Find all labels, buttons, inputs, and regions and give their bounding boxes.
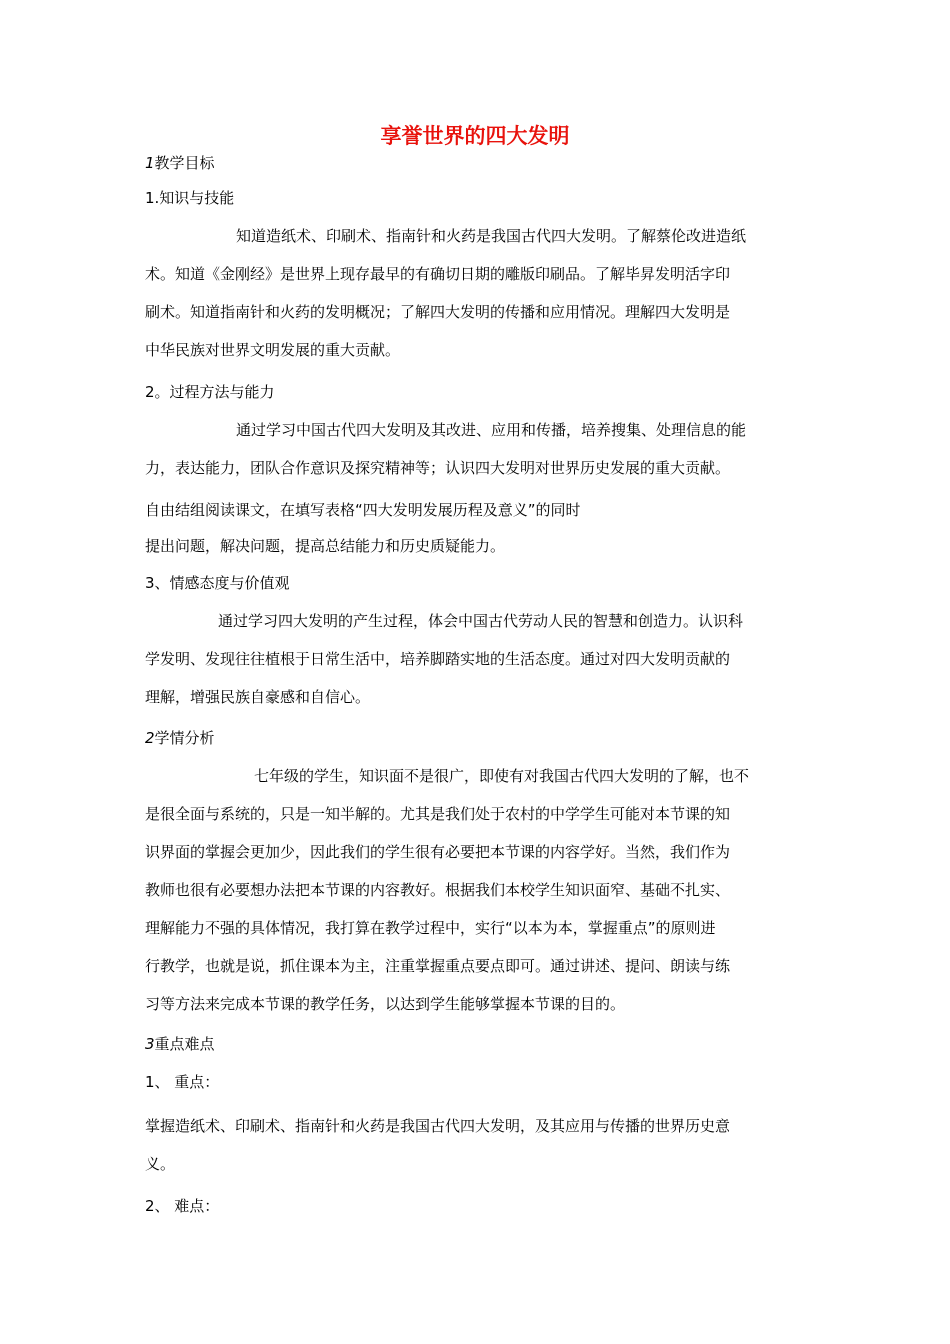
paragraph-line: 义。 [145,1155,176,1173]
subheading-knowledge-skills: 1.知识与技能 [145,189,235,207]
section-number: 1 [145,154,155,172]
section-heading-key-points [145,1032,215,1056]
paragraph-line: 知道造纸术、印刷术、指南针和火药是我国古代四大发明。了解蔡伦改进造纸 [236,227,747,245]
subheading-difficulty: 2、 难点： [145,1197,220,1215]
subheading-process-method: 2。过程方法与能力 [145,383,275,401]
paragraph-line: 理解能力不强的具体情况，我打算在教学过程中，实行“以本为本，掌握重点”的原则进 [145,919,716,937]
paragraph-line: 学发明、发现往往植根于日常生活中，培养脚踏实地的生活态度。通过对四大发明贡献的 [145,650,731,668]
document-title: 享誉世界的四大发明 [380,124,570,148]
subheading-attitude-values: 3、情感态度与价值观 [145,574,290,592]
section-heading-analysis [145,726,215,750]
section-heading-objectives [145,151,215,175]
paragraph-line: 术。知道《金刚经》是世界上现存最早的有确切日期的雕版印刷品。了解毕昇发明活字印 [145,265,731,283]
paragraph-line: 行教学，也就是说，抓住课本为主，注重掌握重点要点即可。通过讲述、提问、朗读与练 [145,957,731,975]
paragraph-line: 力，表达能力，团队合作意识及探究精神等；认识四大发明对世界历史发展的重大贡献。 [145,459,731,477]
paragraph-line: 理解，增强民族自豪感和自信心。 [145,688,371,706]
paragraph-line: 提出问题，解决问题，提高总结能力和历史质疑能力。 [145,537,506,555]
paragraph-line: 识界面的掌握会更加少，因此我们的学生很有必要把本节课的内容学好。当然，我们作为 [145,843,731,861]
section-label: 学情分析 [154,729,215,747]
paragraph-line: 七年级的学生，知识面不是很广，即使有对我国古代四大发明的了解，也不 [254,767,750,785]
section-label: 教学目标 [154,154,215,172]
subheading-key-point: 1、 重点： [145,1073,220,1091]
paragraph-line: 自由结组阅读课文，在填写表格“四大发明发展历程及意义”的同时 [145,501,581,519]
paragraph-line: 通过学习中国古代四大发明及其改进、应用和传播，培养搜集、处理信息的能 [236,421,747,439]
paragraph-line: 是很全面与系统的，只是一知半解的。尤其是我们处于农村的中学学生可能对本节课的知 [145,805,731,823]
paragraph-line: 掌握造纸术、印刷术、指南针和火药是我国古代四大发明，及其应用与传播的世界历史意 [145,1117,731,1135]
section-label: 重点难点 [154,1035,215,1053]
section-number: 2 [145,729,155,747]
section-number: 3 [145,1035,155,1053]
paragraph-line: 通过学习四大发明的产生过程，体会中国古代劳动人民的智慧和创造力。认识科 [218,612,744,630]
paragraph-line: 教师也很有必要想办法把本节课的内容教好。根据我们本校学生知识面窄、基础不扎实、 [145,881,731,899]
paragraph-line: 刷术。知道指南针和火药的发明概况；了解四大发明的传播和应用情况。理解四大发明是 [145,303,731,321]
paragraph-line: 中华民族对世界文明发展的重大贡献。 [145,341,401,359]
paragraph-line: 习等方法来完成本节课的教学任务，以达到学生能够掌握本节课的目的。 [145,995,626,1013]
